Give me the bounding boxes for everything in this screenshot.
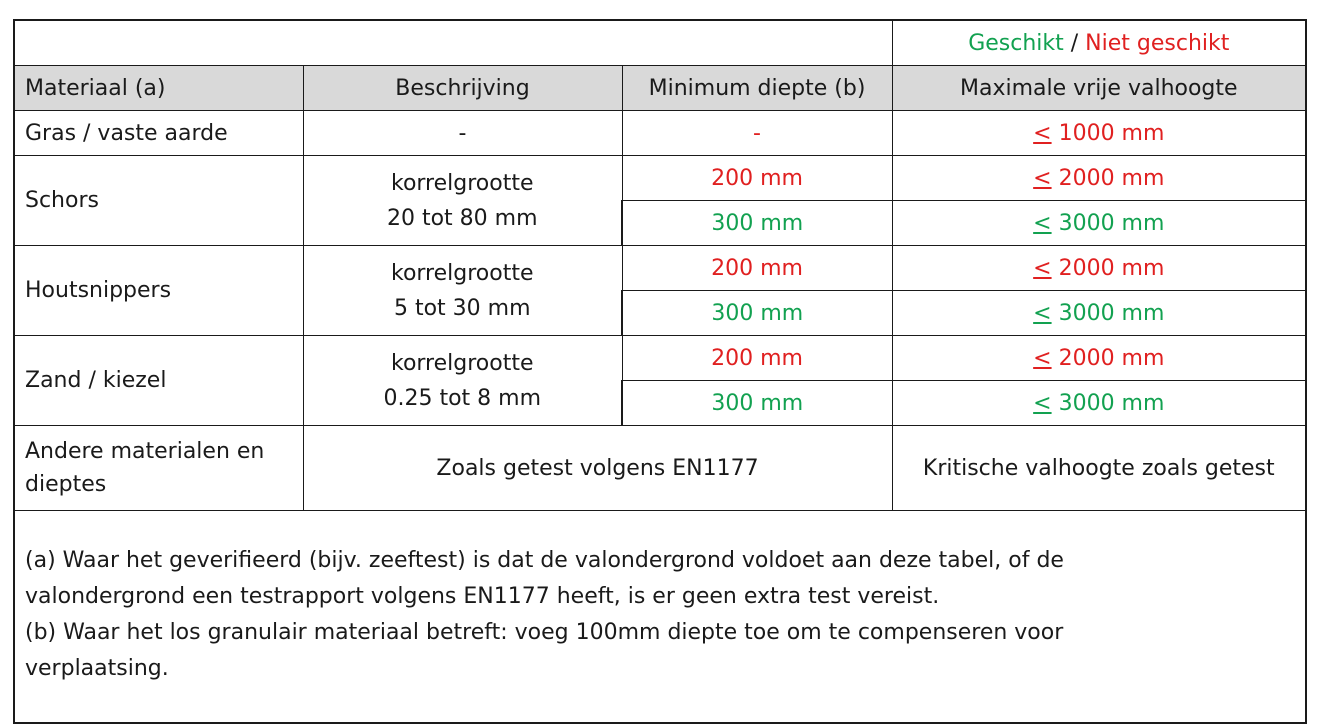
zand-material: Zand / kiezel [14, 336, 303, 426]
note-a-line2: valondergrond een testrapport volgens EN1177 heeft, is er geen extra test vereist. [25, 583, 940, 609]
zand-height-2 [892, 381, 1306, 426]
row-schors-1 [14, 156, 1306, 201]
zand-height-1 [892, 336, 1306, 381]
zand-depth-1: 200 mm [622, 336, 892, 381]
zand-description [303, 336, 622, 426]
fall-surface-table [13, 19, 1307, 724]
houtsnippers-desc-line2: 5 tot 30 mm [393, 295, 531, 321]
header-material: Materiaal (a) [14, 66, 303, 111]
houtsnippers-description [303, 246, 622, 336]
zand-height-1-value: 2000 mm [1051, 345, 1165, 371]
schors-desc-line2: 20 tot 80 mm [386, 205, 538, 231]
less-equal-symbol: < [1033, 120, 1052, 146]
zand-desc-line1: korrelgrootte [390, 350, 534, 376]
less-equal-symbol: < [1033, 345, 1052, 371]
schors-height-1-value: 2000 mm [1051, 165, 1165, 191]
note-a-line1: (a) Waar het geverifieerd (bijv. zeeftest) is dat de valondergrond voldoet aan deze tabel, of de [25, 547, 1064, 573]
less-equal-symbol: < [1033, 165, 1052, 191]
header-min-depth: Minimum diepte (b) [622, 66, 892, 111]
gras-height [892, 111, 1306, 156]
legend-separator: / [1063, 30, 1086, 56]
notes-row [14, 511, 1306, 724]
note-b-line2: verplaatsing. [25, 655, 169, 681]
row-andere [14, 426, 1306, 511]
zand-desc-line2: 0.25 tot 8 mm [383, 385, 542, 411]
schors-desc-line1: korrelgrootte [390, 170, 534, 196]
less-equal-symbol: < [1033, 390, 1052, 416]
houtsnippers-height-2-value: 3000 mm [1051, 300, 1165, 326]
andere-material [14, 426, 303, 511]
row-houtsnippers-1 [14, 246, 1306, 291]
gras-depth: - [622, 111, 892, 156]
gras-description: - [303, 111, 622, 156]
gras-height-value: 1000 mm [1051, 120, 1165, 146]
schors-material: Schors [14, 156, 303, 246]
less-equal-symbol: < [1033, 300, 1052, 326]
schors-depth-2: 300 mm [622, 201, 892, 246]
andere-material-line2: dieptes [25, 472, 107, 497]
schors-height-2 [892, 201, 1306, 246]
surface-table-wrapper [13, 19, 1307, 724]
schors-depth-1: 200 mm [622, 156, 892, 201]
andere-description: Zoals getest volgens EN1177 [303, 426, 892, 511]
less-equal-symbol: < [1033, 210, 1052, 236]
houtsnippers-depth-2: 300 mm [622, 291, 892, 336]
andere-material-line1: Andere materialen en [25, 439, 265, 464]
legend-row [14, 20, 1306, 66]
houtsnippers-material: Houtsnippers [14, 246, 303, 336]
houtsnippers-height-2 [892, 291, 1306, 336]
houtsnippers-depth-1: 200 mm [622, 246, 892, 291]
legend-empty-cell [14, 20, 892, 66]
schors-height-2-value: 3000 mm [1051, 210, 1165, 236]
houtsnippers-height-1-value: 2000 mm [1051, 255, 1165, 281]
header-description: Beschrijving [303, 66, 622, 111]
notes-cell [14, 511, 1306, 724]
row-gras [14, 111, 1306, 156]
zand-depth-2: 300 mm [622, 381, 892, 426]
schors-height-1 [892, 156, 1306, 201]
header-row [14, 66, 1306, 111]
row-zand-1 [14, 336, 1306, 381]
legend-cell [892, 20, 1306, 66]
houtsnippers-height-1 [892, 246, 1306, 291]
andere-height: Kritische valhoogte zoals getest [892, 426, 1306, 511]
legend-suitable: Geschikt [968, 30, 1064, 56]
houtsnippers-desc-line1: korrelgrootte [390, 260, 534, 286]
zand-height-2-value: 3000 mm [1051, 390, 1165, 416]
schors-description [303, 156, 622, 246]
header-max-fall-height: Maximale vrije valhoogte [892, 66, 1306, 111]
gras-material: Gras / vaste aarde [14, 111, 303, 156]
less-equal-symbol: < [1033, 255, 1052, 281]
note-b-line1: (b) Waar het los granulair materiaal betreft: voeg 100mm diepte toe om te compenseren voor [25, 619, 1064, 645]
legend-unsuitable: Niet geschikt [1085, 30, 1230, 56]
